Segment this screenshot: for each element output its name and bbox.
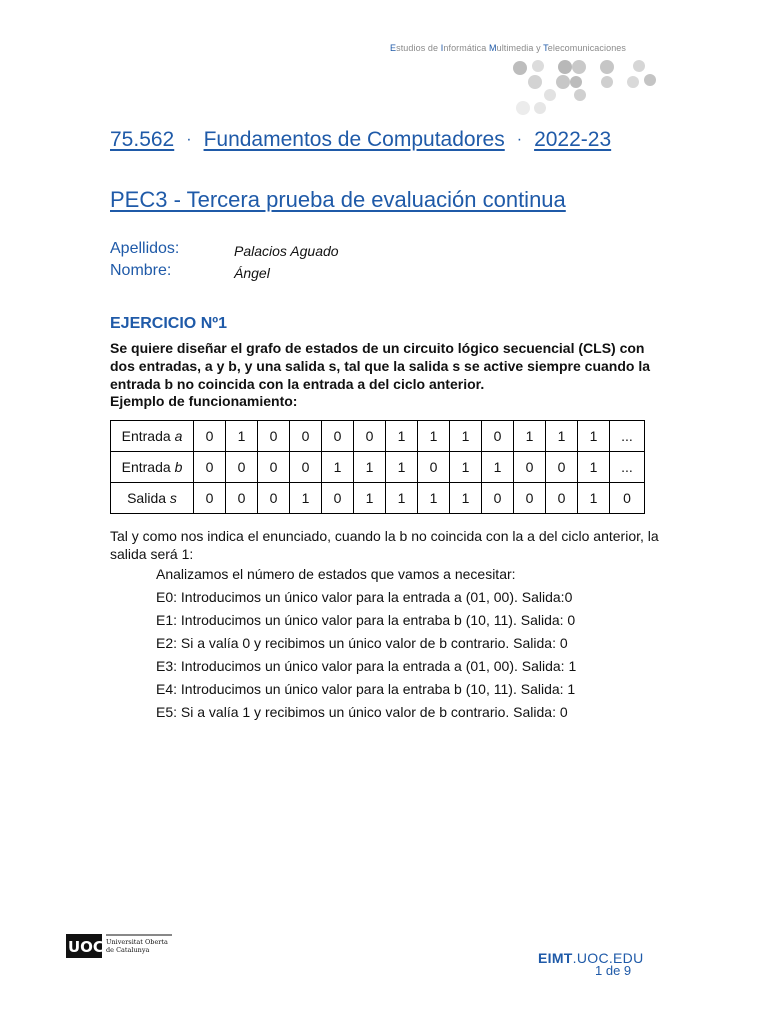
table-cell: 0 <box>418 452 450 483</box>
course-year: 2022-23 <box>534 128 612 151</box>
table-cell: 0 <box>194 452 226 483</box>
eimt-site: EIMT.UOC.EDU <box>538 950 644 966</box>
table-cell: 1 <box>386 421 418 452</box>
table-cell: 0 <box>258 483 290 514</box>
table-cell: 1 <box>418 421 450 452</box>
table-cell: 0 <box>546 483 578 514</box>
uoc-logo <box>66 932 176 960</box>
table-cell: 1 <box>578 421 610 452</box>
table-cell: 1 <box>386 483 418 514</box>
table-row <box>111 483 645 514</box>
table-cell: 1 <box>578 452 610 483</box>
answer-intro: Tal y como nos indica el enunciado, cuando la b no coincida con la a del ciclo anterior, la salida será 1: <box>110 528 659 562</box>
uoc-logo-mark: UOC <box>68 938 104 956</box>
course-name: Fundamentos de Computadores <box>203 128 505 151</box>
example-label: Ejemplo de funcionamiento: <box>110 393 298 409</box>
table-cell: 0 <box>290 421 322 452</box>
table-cell: 0 <box>514 452 546 483</box>
table-cell: ... <box>610 452 645 483</box>
table-cell: 1 <box>322 452 354 483</box>
table-cell: 0 <box>354 421 386 452</box>
title-separator: · <box>516 131 523 148</box>
decorative-dots-logo <box>505 58 665 118</box>
table-cell: 0 <box>194 483 226 514</box>
exercise-statement: Se quiere diseñar el grafo de estados de un circuito lógico secuencial (CLS) con dos entradas, a y b, y una salida s, tal que la salida s se active siempre cuando la entrada b no coincida con la entrada a del ciclo anterior. <box>110 340 651 392</box>
svg-text:de Catalunya: de Catalunya <box>106 946 150 954</box>
analysis-line: E5: Si a valía 1 y recibimos un único valor de b contrario. Salida: 0 <box>156 704 568 720</box>
analysis-line: E2: Si a valía 0 y recibimos un único valor de b contrario. Salida: 0 <box>156 635 568 651</box>
table-cell: 1 <box>386 452 418 483</box>
table-cell: 0 <box>258 452 290 483</box>
name-label: Nombre: <box>110 262 172 279</box>
surname-value: Palacios Aguado <box>234 243 339 259</box>
table-cell: 0 <box>194 421 226 452</box>
table-cell: 1 <box>226 421 258 452</box>
table-row <box>111 421 645 452</box>
truth-table <box>110 420 645 514</box>
table-cell: 0 <box>514 483 546 514</box>
table-cell: 1 <box>450 421 482 452</box>
title-separator: · <box>186 131 192 148</box>
table-cell: 0 <box>290 452 322 483</box>
analysis-line: E4: Introducimos un único valor para la entraba b (10, 11). Salida: 1 <box>156 681 576 697</box>
name-value: Ángel <box>234 265 270 281</box>
analysis-line: E1: Introducimos un único valor para la entraba b (10, 11). Salida: 0 <box>156 612 576 628</box>
table-cell: 0 <box>322 421 354 452</box>
table-cell: 0 <box>258 421 290 452</box>
table-cell: 1 <box>450 452 482 483</box>
table-cell: 0 <box>226 452 258 483</box>
table-cell: 1 <box>354 483 386 514</box>
row-label: Salida s <box>111 483 194 514</box>
table-cell: 1 <box>546 421 578 452</box>
table-cell: 0 <box>226 483 258 514</box>
analysis-line: E0: Introducimos un único valor para la entrada a (01, 00). Salida:0 <box>156 589 573 605</box>
table-cell: 1 <box>514 421 546 452</box>
surname-label: Apellidos: <box>110 240 180 257</box>
table-cell: 1 <box>418 483 450 514</box>
table-cell: 0 <box>546 452 578 483</box>
course-title-row <box>110 128 611 152</box>
table-row <box>111 452 645 483</box>
table-cell: 1 <box>450 483 482 514</box>
document-title: PEC3 - Tercera prueba de evaluación continua <box>110 187 566 212</box>
table-cell: 0 <box>482 421 514 452</box>
table-cell: 1 <box>354 452 386 483</box>
table-cell: 1 <box>578 483 610 514</box>
svg-text:Universitat Oberta: Universitat Oberta <box>106 938 168 946</box>
page-number: 1 de 9 <box>595 963 632 978</box>
table-cell: 1 <box>482 452 514 483</box>
row-label: Entrada a <box>111 421 194 452</box>
exercise-title: EJERCICIO Nº1 <box>110 315 227 332</box>
table-cell: 0 <box>610 483 645 514</box>
row-label: Entrada b <box>111 452 194 483</box>
table-cell: 0 <box>322 483 354 514</box>
table-cell: 1 <box>290 483 322 514</box>
table-cell: ... <box>610 421 645 452</box>
table-cell: 0 <box>482 483 514 514</box>
analysis-line: E3: Introducimos un único valor para la entrada a (01, 00). Salida: 1 <box>156 658 577 674</box>
course-code: 75.562 <box>110 128 175 151</box>
institute-header: Estudios de Informática Multimedia y Telecomunicaciones <box>390 43 627 53</box>
analysis-line: Analizamos el número de estados que vamos a necesitar: <box>156 566 516 582</box>
